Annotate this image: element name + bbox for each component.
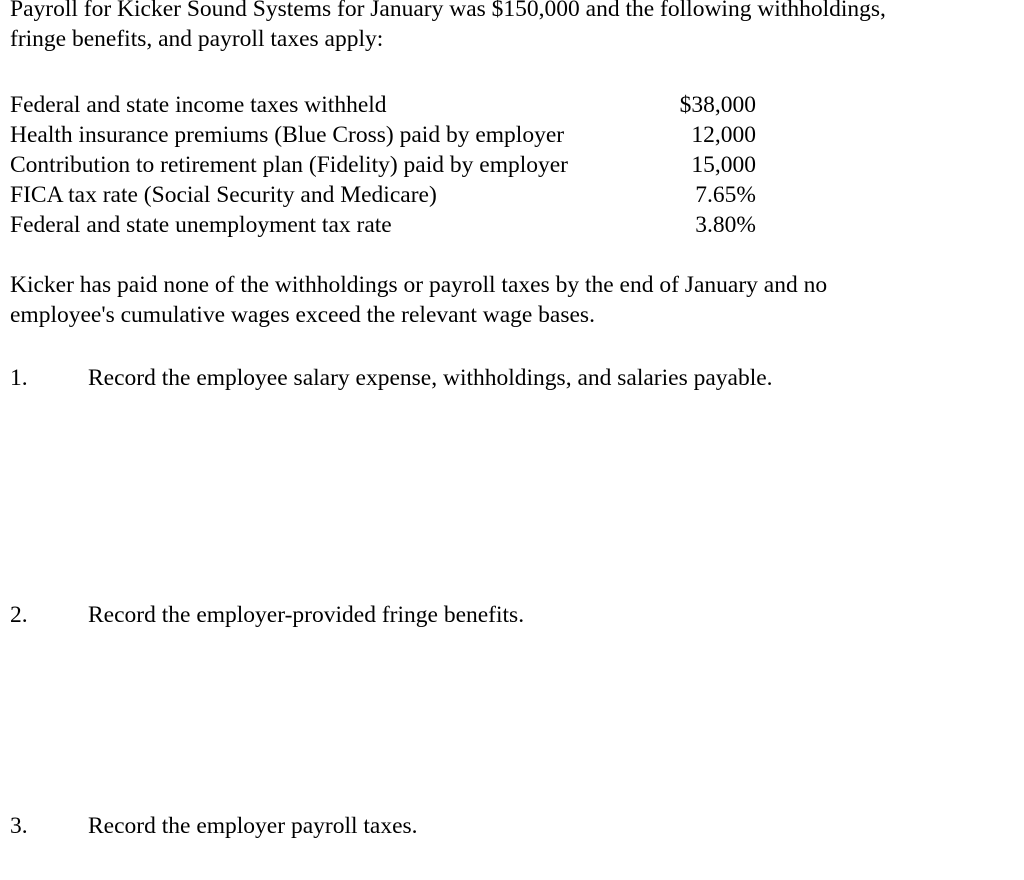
requirement-number: 3.	[10, 813, 28, 839]
payroll-item-label: FICA tax rate (Social Security and Medicare)	[10, 182, 437, 208]
payroll-item-row	[10, 120, 770, 150]
requirement-number: 2.	[10, 602, 28, 628]
payroll-item-row	[10, 180, 770, 210]
note-line-1: Kicker has paid none of the withholdings or payroll taxes by the end of January and no	[10, 272, 828, 298]
payroll-item-row	[10, 210, 770, 240]
payroll-item-row	[10, 150, 770, 180]
intro-line-2: fringe benefits, and payroll taxes apply:	[10, 26, 384, 52]
payroll-items-table	[10, 90, 770, 240]
requirement-2	[10, 600, 1010, 630]
payroll-item-value: 7.65%	[695, 182, 756, 208]
payroll-item-label: Contribution to retirement plan (Fidelity) paid by employer	[10, 152, 569, 178]
requirement-text: Record the employer payroll taxes.	[88, 813, 418, 839]
payroll-item-row	[10, 90, 770, 120]
requirement-1	[10, 363, 1010, 393]
payroll-item-label: Health insurance premiums (Blue Cross) paid by employer	[10, 122, 565, 148]
requirement-number: 1.	[10, 365, 28, 391]
payroll-item-value: 15,000	[691, 152, 756, 178]
intro-paragraph	[10, 0, 1010, 54]
payroll-item-label: Federal and state income taxes withheld	[10, 92, 387, 118]
payroll-item-value: 3.80%	[695, 212, 756, 238]
payroll-item-label: Federal and state unemployment tax rate	[10, 212, 392, 238]
note-line-2: employee's cumulative wages exceed the relevant wage bases.	[10, 302, 595, 328]
intro-line-1: Payroll for Kicker Sound Systems for January was $150,000 and the following withholdings,	[10, 0, 886, 22]
payroll-item-value: 12,000	[691, 122, 756, 148]
requirement-3	[10, 811, 1010, 841]
requirement-text: Record the employee salary expense, withholdings, and salaries payable.	[88, 365, 773, 391]
note-paragraph	[10, 270, 1010, 330]
payroll-item-value: $38,000	[679, 92, 756, 118]
requirement-text: Record the employer-provided fringe benefits.	[88, 602, 525, 628]
